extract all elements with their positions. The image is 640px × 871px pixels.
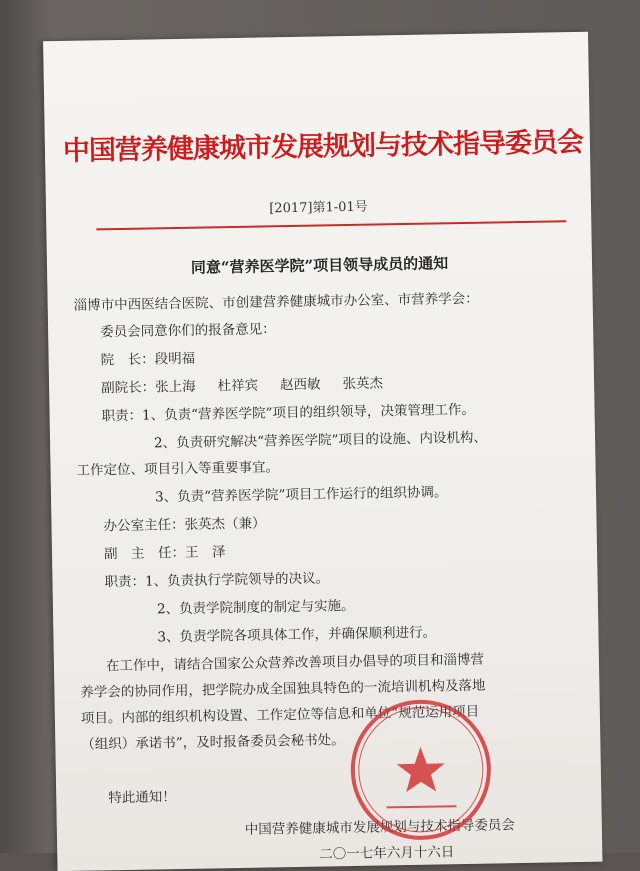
leadership-duty-3: 3、负责“营养医学院”项目工作运行的组织协调。 <box>154 484 448 506</box>
notice-heading: 同意“营养医学院”项目领导成员的通知 <box>190 254 449 277</box>
office-director-line: 办公室主任：张英杰（兼） <box>103 515 266 535</box>
document-number: [2017]第1-01号 <box>269 199 368 217</box>
letterhead-title: 中国营养健康城市发展规划与技术指导委员会 <box>62 126 584 167</box>
document-page <box>43 32 602 871</box>
body-paragraph-line: 养学会的协同作用，把学院办成全国独具特色的一流培训机构及落地 <box>80 677 486 701</box>
vice-dean-name: 张英杰 <box>342 375 384 393</box>
leadership-duty-2-continued: 工作定位、项目引入等重要事宜。 <box>76 459 280 479</box>
vice-dean-label: 副院长： <box>100 379 156 397</box>
body-paragraph-line: 在工作中，请结合国家公众营养改善项目办倡导的项目和淄博营 <box>105 651 485 675</box>
deputy-director-line: 副 主 任：王 泽 <box>103 544 226 563</box>
leadership-duty-1: 职责：1、负责“营养医学院”项目的组织领导，决策管理工作。 <box>101 401 476 425</box>
dean-line: 院 长：段明福 <box>100 350 196 369</box>
vice-dean-name: 张上海 <box>154 378 196 396</box>
official-seal-icon <box>345 694 498 847</box>
vice-dean-line <box>101 371 405 396</box>
vice-dean-name: 杜祥宾 <box>217 377 259 395</box>
vice-dean-name: 赵西敏 <box>279 376 321 394</box>
addressee-line: 淄博市中西医结合医院、市创建营养健康城市办公室、市营养学会： <box>73 290 479 314</box>
office-duty-3: 3、负责学院各项具体工作，并确保顺利进行。 <box>157 624 437 646</box>
office-duty-2: 2、负责学院制度的制定与实施。 <box>156 597 355 618</box>
body-paragraph-line: 项目。内部的组织机构设置、工作定位等信息和单位“规范运用项目 <box>80 703 480 727</box>
office-duty-1: 职责：1、负责执行学院领导的决议。 <box>104 570 330 591</box>
closing-notice: 特此通知！ <box>108 789 176 807</box>
leadership-duty-2: 2、负责研究解决“营养医学院”项目的设施、内设机构、 <box>153 429 488 452</box>
signature-date: 二〇一七年六月十六日 <box>319 844 455 863</box>
intro-line: 委员会同意你们的报备意见： <box>100 321 276 341</box>
body-paragraph-line: （组织）承诺书”，及时报备委员会秘书处。 <box>81 732 345 753</box>
signature-organization: 中国营养健康城市发展规划与技术指导委员会 <box>244 817 515 838</box>
letterhead-red-rule <box>96 220 566 230</box>
